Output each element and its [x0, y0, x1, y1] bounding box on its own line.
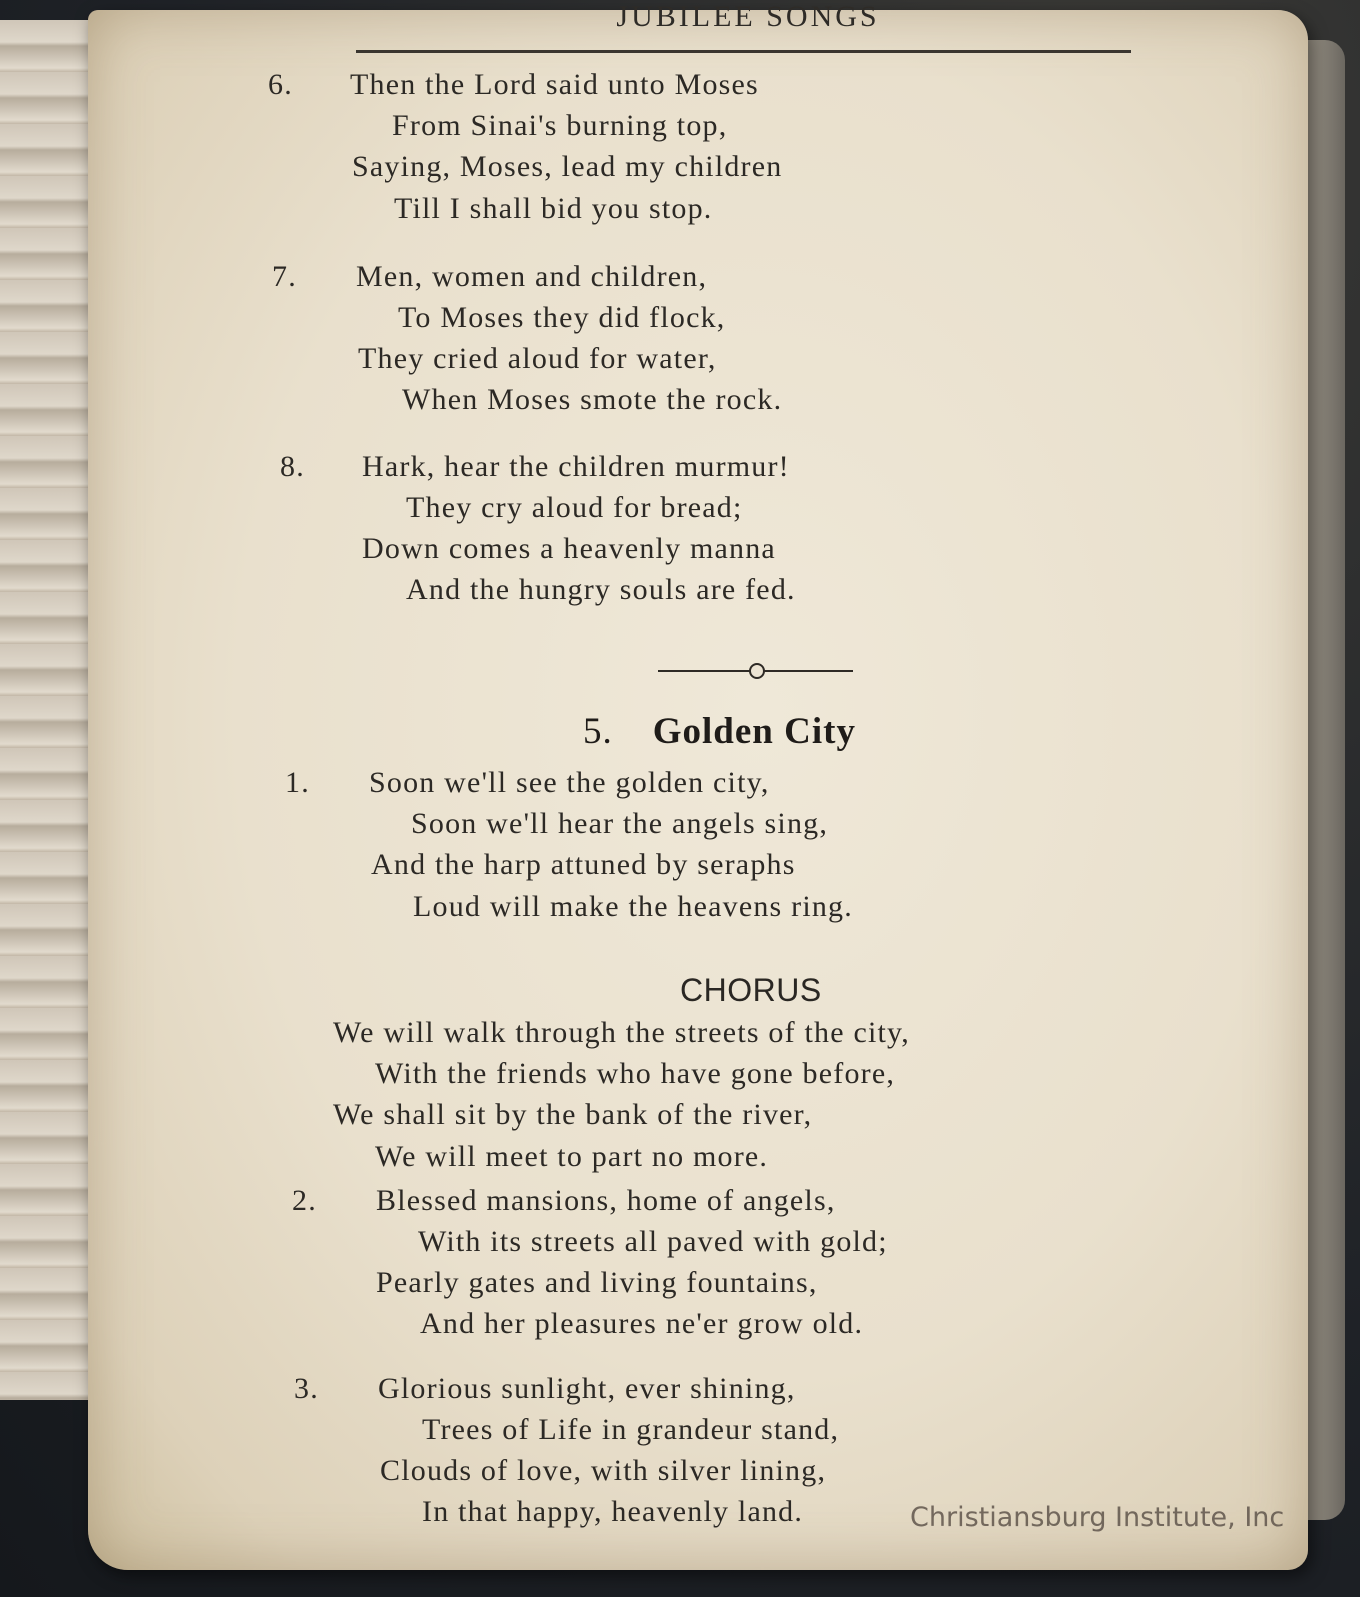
song-number: 5.	[583, 711, 613, 752]
song-title-text: Golden City	[652, 711, 856, 752]
stanza-line: To Moses they did flock,	[398, 301, 726, 334]
chorus-line: We will walk through the streets of the city,	[333, 1016, 911, 1049]
stanza-line: When Moses smote the rock.	[402, 383, 783, 416]
stanza-line: They cry aloud for bread;	[406, 491, 743, 524]
header-rule	[356, 50, 1131, 53]
stanza-line: And the harp attuned by seraphs	[371, 848, 796, 881]
chorus-line: We shall sit by the bank of the river,	[333, 1098, 813, 1131]
stanza-line: Then the Lord said unto Moses	[350, 68, 759, 101]
chorus-line: With the friends who have gone before,	[375, 1057, 896, 1090]
stanza-line: Blessed mansions, home of angels,	[376, 1184, 836, 1217]
stanza-line: Soon we'll hear the angels sing,	[411, 807, 829, 840]
hymnal-page	[88, 0, 1308, 1570]
stanza-line: From Sinai's burning top,	[392, 109, 728, 142]
stanza-line: And her pleasures ne'er grow old.	[420, 1307, 864, 1340]
stanza-line: Soon we'll see the golden city,	[369, 766, 770, 799]
stanza-line: And the hungry souls are fed.	[406, 573, 796, 606]
chorus-heading: CHORUS	[680, 972, 822, 1008]
stanza-line: They cried aloud for water,	[358, 342, 717, 375]
divider-ornament	[749, 663, 765, 679]
watermark: Christiansburg Institute, Inc	[910, 1502, 1285, 1533]
song-title	[583, 710, 856, 753]
stanza-line: Till I shall bid you stop.	[394, 192, 713, 225]
stanza-number: 1.	[285, 766, 310, 799]
running-head: JUBILEE SONGS	[616, 0, 880, 33]
stanza-line: Pearly gates and living fountains,	[376, 1266, 818, 1299]
stanza-line: Men, women and children,	[356, 260, 708, 293]
stanza-line: In that happy, heavenly land.	[422, 1495, 804, 1528]
stanza-line: Trees of Life in grandeur stand,	[422, 1413, 840, 1446]
chorus-line: We will meet to part no more.	[375, 1140, 769, 1173]
stanza-number: 2.	[292, 1184, 317, 1217]
stanza-number: 8.	[280, 450, 305, 483]
stanza-number: 7.	[272, 260, 297, 293]
stanza-line: Hark, hear the children murmur!	[362, 450, 790, 483]
stanza-number: 3.	[294, 1372, 319, 1405]
stanza-line: Clouds of love, with silver lining,	[380, 1454, 827, 1487]
stanza-number: 6.	[268, 68, 293, 101]
stanza-line: Glorious sunlight, ever shining,	[378, 1372, 796, 1405]
stanza-line: Saying, Moses, lead my children	[352, 150, 783, 183]
stanza-line: Loud will make the heavens ring.	[413, 890, 853, 923]
stanza-line: With its streets all paved with gold;	[418, 1225, 888, 1258]
stanza-line: Down comes a heavenly manna	[362, 532, 776, 565]
